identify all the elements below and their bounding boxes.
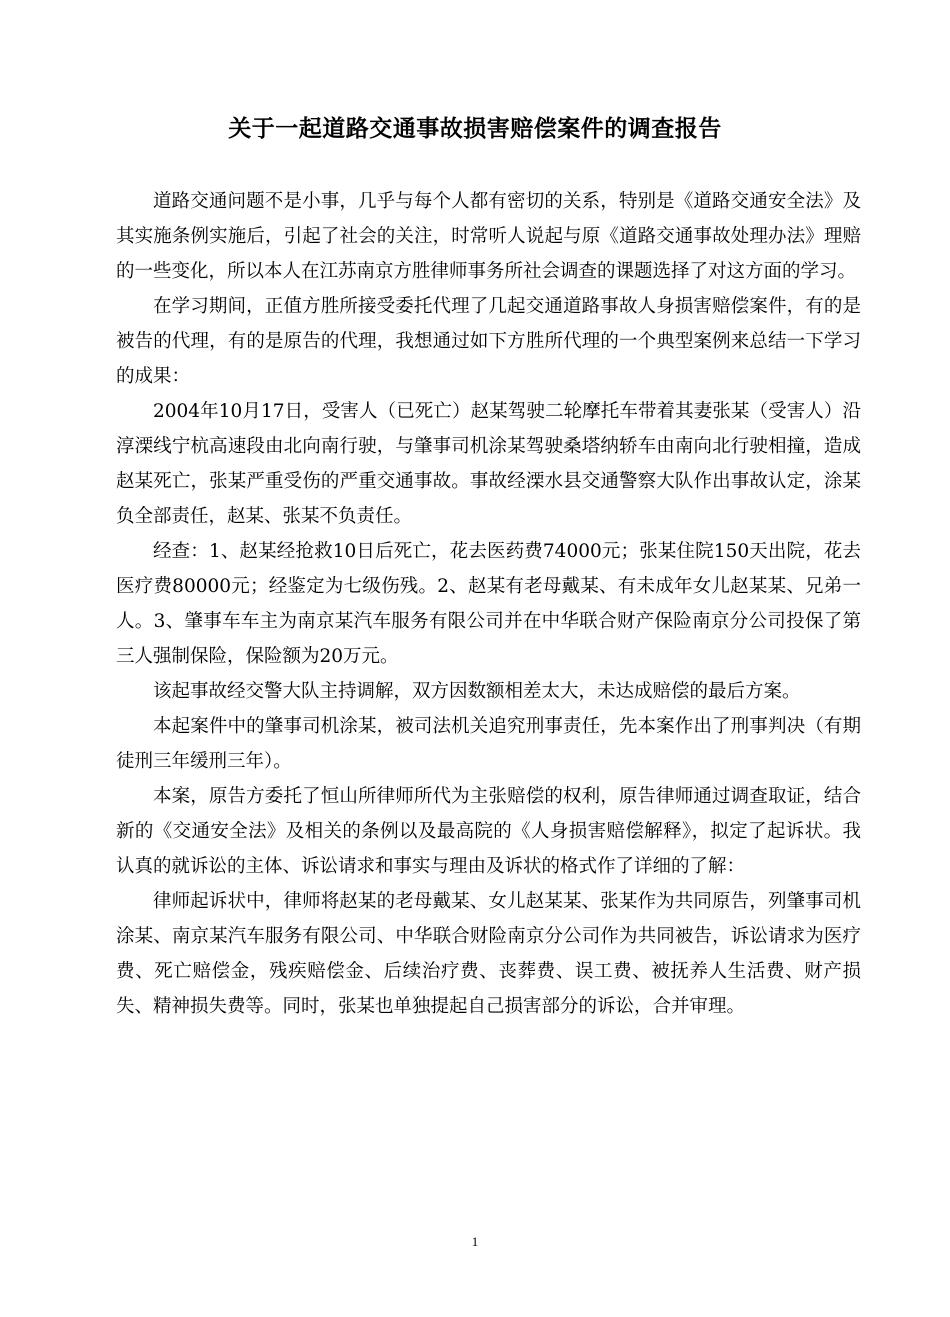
paragraph-3: 2004年10月17日，受害人（已死亡）赵某驾驶二轮摩托车带着其妻张某（受害人）沿淳溧线宁杭高速段由北向南行驶，与肇事司机涂某驾驶桑塔纳轿车由南向北行驶相撞，造成赵某死亡，张某严重受伤的严重交通事故。事故经溧水县交通警察大队作出事故认定，涂某负全部责任，赵某、张某不负责任。 bbox=[116, 401, 861, 527]
paragraph-5: 该起事故经交警大队主持调解，双方因数额相差太大，未达成赔偿的最后方案。 bbox=[153, 681, 801, 702]
document-body bbox=[116, 184, 861, 1024]
paragraph-1: 道路交通问题不是小事，几乎与每个人都有密切的关系，特别是《道路交通安全法》及其实施条例实施后，引起了社会的关注，时常听人说起与原《道路交通事故处理办法》理赔的一些变化，所以本人在江苏南京方胜律师事务所社会调查的课题选择了对这方面的学习。 bbox=[116, 191, 861, 282]
paragraph-2: 在学习期间，正值方胜所接受委托代理了几起交通道路事故人身损害赔偿案件，有的是被告的代理，有的是原告的代理，我想通过如下方胜所代理的一个典型案例来总结一下学习的成果： bbox=[116, 296, 861, 387]
document-title: 关于一起道路交通事故损害赔偿案件的调查报告 bbox=[228, 116, 722, 142]
paragraph-8: 律师起诉状中，律师将赵某的老母戴某、女儿赵某某、张某作为共同原告，列肇事司机涂某、南京某汽车服务有限公司、中华联合财险南京分公司作为共同被告，诉讼请求为医疗费、死亡赔偿金，残疾赔偿金、后续治疗费、丧葬费、误工费、被抚养人生活费、财产损失、精神损失费等。同时，张某也单独提起自己损害部分的诉讼，合并审理。 bbox=[116, 891, 861, 1017]
paragraph-6: 本起案件中的肇事司机涂某，被司法机关追究刑事责任，先本案作出了刑事判决（有期徒刑三年缓刑三年）。 bbox=[116, 716, 861, 772]
page-number: 1 bbox=[471, 1234, 479, 1249]
paragraph-4: 经查：1、赵某经抢救10日后死亡，花去医药费74000元；张某住院150天出院，花去医疗费80000元；经鉴定为七级伤残。2、赵某有老母戴某、有未成年女儿赵某某、兄弟一人。3、肇事车车主为南京某汽车服务有限公司并在中华联合财产保险南京分公司投保了第三人强制保险，保险额为20万元。 bbox=[116, 541, 861, 667]
paragraph-7: 本案，原告方委托了恒山所律师所代为主张赔偿的权利，原告律师通过调查取证，结合新的《交通安全法》及相关的条例以及最高院的《人身损害赔偿解释》，拟定了起诉状。我认真的就诉讼的主体、诉讼请求和事实与理由及诉状的格式作了详细的了解： bbox=[116, 786, 861, 877]
